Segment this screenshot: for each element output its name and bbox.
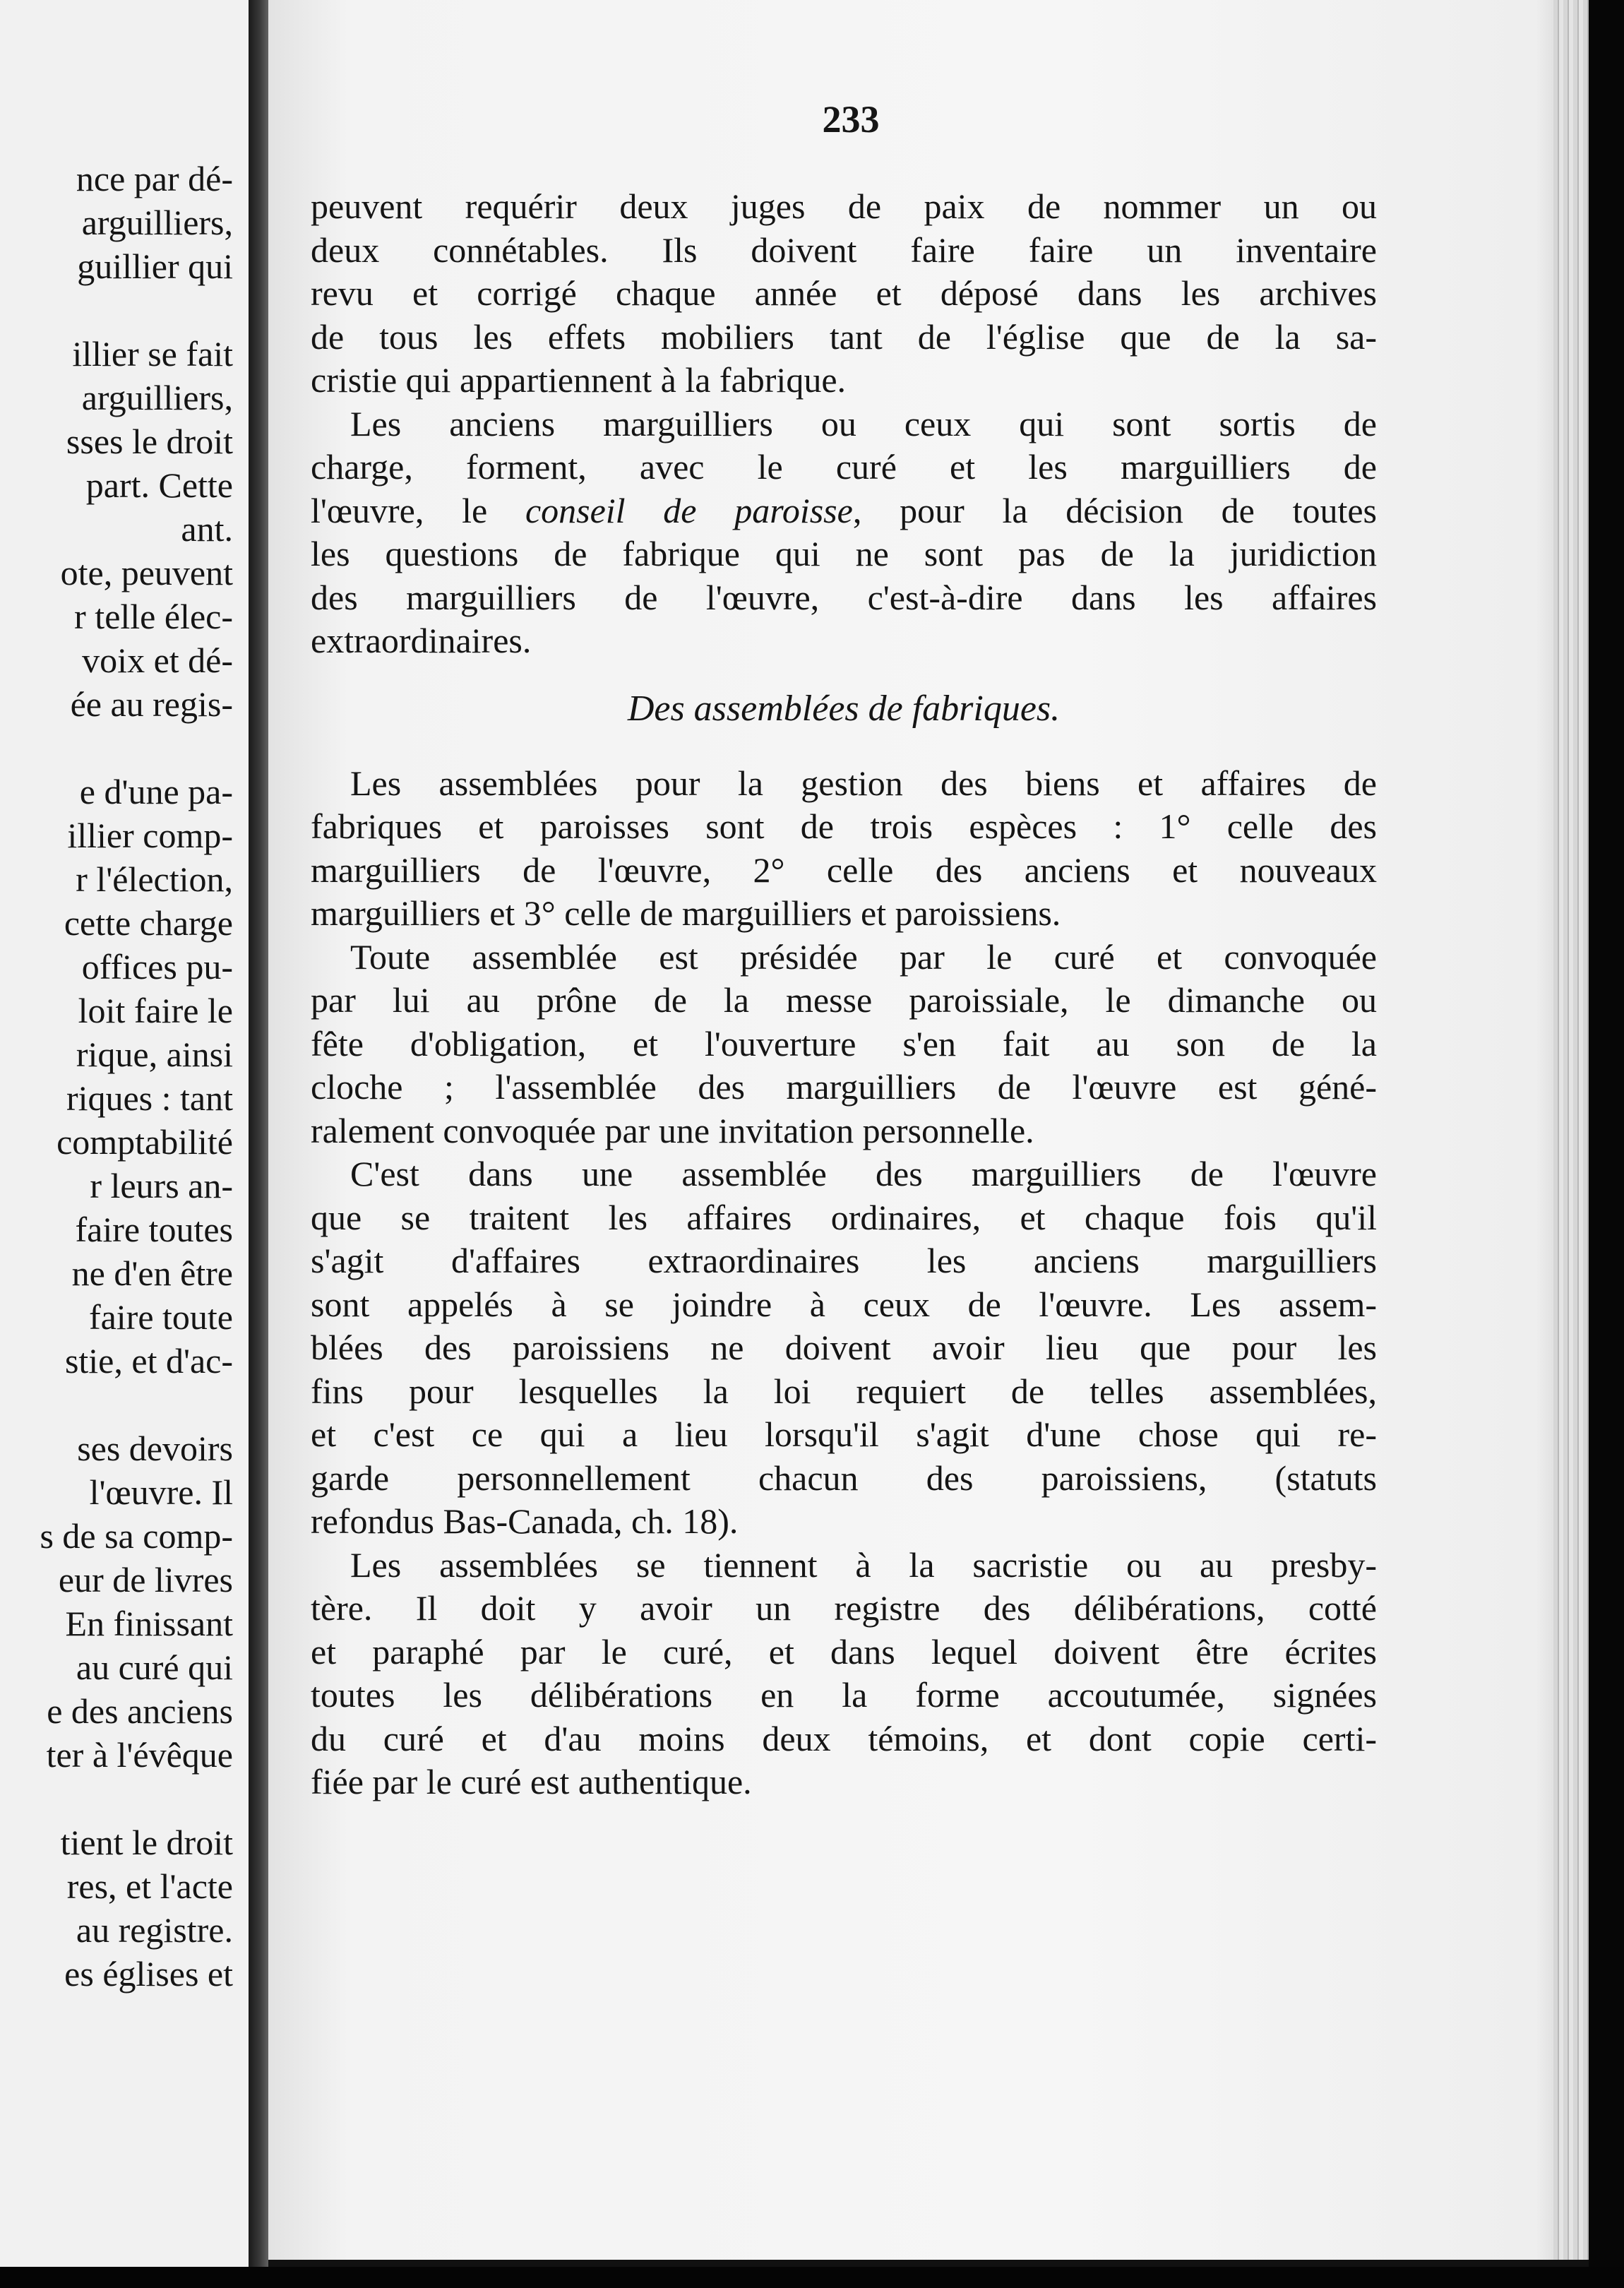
left-page-line: e d'une pa- — [79, 772, 233, 811]
text-line: garde personnellement chacun des paroissiens, (statuts — [311, 1458, 1377, 1498]
left-page-line: eur de livres — [58, 1560, 233, 1599]
text-line: marguilliers et 3° celle de marguilliers et paroissiens. — [311, 893, 1061, 933]
text-line: et c'est ce qui a lieu lorsqu'il s'agit d'une chose qui re- — [311, 1414, 1377, 1454]
left-page-line: s de sa comp- — [40, 1516, 233, 1556]
left-page-line: riques : tant — [66, 1078, 233, 1118]
paragraph-1 — [311, 185, 1377, 403]
text-line: fabriques et paroisses sont de trois espèces : 1° celle des — [311, 806, 1377, 846]
text-block — [311, 185, 1377, 1804]
left-page-line: offices pu- — [81, 947, 233, 987]
text-line: refondus Bas-Canada, ch. 18). — [311, 1501, 739, 1541]
left-page-line: nce par dé- — [76, 159, 233, 198]
left-page-line: r telle élec- — [74, 597, 233, 636]
left-page-line: faire toute — [88, 1297, 233, 1337]
left-page-line: au registre. — [76, 1910, 233, 1950]
left-facing-page — [0, 0, 249, 2288]
left-page-line: au curé qui — [76, 1648, 233, 1687]
left-page-line: ses devoirs — [77, 1429, 233, 1468]
text-line: de tous les effets mobiliers tant de l'église que de la sa- — [311, 316, 1377, 357]
text-line: fiée par le curé est authentique. — [311, 1762, 752, 1801]
text-line: fins pour lesquelles la loi requiert de telles assemblées, — [311, 1371, 1377, 1411]
text-line: du curé et d'au moins deux témoins, et dont copie certi- — [311, 1718, 1377, 1758]
left-page-line: stie, et d'ac- — [64, 1341, 233, 1381]
left-page-line: comptabilité — [56, 1122, 233, 1162]
page-edge — [1553, 0, 1589, 2260]
left-page-line: r leurs an- — [90, 1166, 233, 1205]
left-page-line: part. Cette — [85, 465, 233, 505]
text-line: cloche ; l'assemblée des marguilliers de l'œuvre est géné- — [311, 1067, 1377, 1107]
left-page-line: ant. — [181, 509, 233, 549]
text-line: charge, forment, avec le curé et les marguilliers de — [311, 447, 1377, 487]
text-line: ralement convoquée par une invitation personnelle. — [311, 1110, 1034, 1150]
text-line — [311, 489, 1377, 533]
text-line: Les assemblées pour la gestion des biens et affaires de — [350, 763, 1377, 803]
paragraph-2 — [311, 403, 1377, 663]
text-line: C'est dans une assemblée des marguilliers de l'œuvre — [350, 1154, 1377, 1193]
paragraph-5 — [311, 1152, 1377, 1544]
left-page-line: tient le droit — [60, 1823, 233, 1862]
left-page-line: loit faire le — [78, 991, 233, 1030]
text-line: s'agit d'affaires extraordinaires les anciens marguilliers — [311, 1241, 1377, 1280]
text-line: par lui au prône de la messe paroissiale, le dimanche ou — [311, 980, 1377, 1020]
left-page-line: e des anciens — [47, 1691, 233, 1731]
text-line: Les assemblées se tiennent à la sacristie ou au presby- — [350, 1544, 1377, 1585]
text-line: des marguilliers de l'œuvre, c'est-à-dire dans les affaires — [311, 577, 1377, 617]
left-page-line: l'œuvre. Il — [89, 1472, 233, 1512]
left-page-line: illier se fait — [72, 334, 233, 374]
left-page-line: ée au regis- — [70, 684, 233, 724]
text-line: Les anciens marguilliers ou ceux qui sont sortis de — [350, 403, 1377, 443]
text-line: fête d'obligation, et l'ouverture s'en fait au son de la — [311, 1023, 1377, 1063]
scan-border — [0, 2267, 1624, 2288]
left-page-line: voix et dé- — [82, 640, 233, 680]
italic-term: conseil de paroisse — [525, 490, 853, 530]
left-page-line: ter à l'évêque — [46, 1735, 233, 1775]
left-page-line: es églises et — [64, 1954, 233, 1994]
text-line: Toute assemblée est présidée par le curé et convoquée — [350, 936, 1377, 977]
text-line: marguilliers de l'œuvre, 2° celle des anciens et nouveaux — [311, 850, 1377, 890]
left-page-line: faire toutes — [75, 1210, 233, 1249]
left-page-line: ne d'en être — [71, 1253, 233, 1293]
left-page-line: res, et l'acte — [66, 1866, 233, 1906]
text-line: blées des paroissiens ne doivent avoir lieu que pour les — [311, 1328, 1377, 1367]
left-page-line: arguilliers, — [81, 378, 233, 417]
text-line: toutes les délibérations en la forme accoutumée, signées — [311, 1675, 1377, 1715]
text-span: , pour la décision de toutes — [852, 490, 1378, 530]
paragraph-4 — [311, 936, 1377, 1153]
left-page-line: r l'élection, — [76, 859, 233, 899]
paragraph-3 — [311, 762, 1377, 936]
paragraph-6 — [311, 1544, 1377, 1804]
left-page-line: illier comp- — [67, 816, 233, 855]
left-page-line: En finissant — [65, 1604, 233, 1643]
left-page-line: ote, peuvent — [60, 553, 233, 592]
left-page-line: arguilliers, — [81, 203, 233, 242]
text-line: peuvent requérir deux juges de paix de nommer un ou — [311, 186, 1377, 226]
left-page-line: cette charge — [64, 903, 233, 943]
text-line: tère. Il doit y avoir un registre des délibérations, cotté — [311, 1588, 1377, 1628]
section-heading: Des assemblées de fabriques. — [627, 688, 1061, 729]
text-line: les questions de fabrique qui ne sont pas de la juridiction — [311, 534, 1377, 573]
text-line: revu et corrigé chaque année et déposé dans les archives — [311, 273, 1377, 313]
text-line: deux connétables. Ils doivent faire faire un inventaire — [311, 230, 1377, 270]
text-line: extraordinaires. — [311, 621, 532, 660]
page-number: 233 — [822, 98, 880, 141]
text-line: cristie qui appartiennent à la fabrique. — [311, 360, 847, 400]
left-page-line: sses le droit — [66, 422, 233, 461]
text-line: que se traitent les affaires ordinaires, et chaque fois qu'il — [311, 1197, 1377, 1237]
text-line: sont appelés à se joindre à ceux de l'œuvre. Les assem- — [311, 1284, 1377, 1324]
left-page-line: rique, ainsi — [76, 1035, 233, 1074]
left-page-line: guillier qui — [77, 246, 233, 286]
text-line: et paraphé par le curé, et dans lequel doivent être écrites — [311, 1631, 1377, 1672]
text-span: l'œuvre, le — [311, 490, 488, 530]
